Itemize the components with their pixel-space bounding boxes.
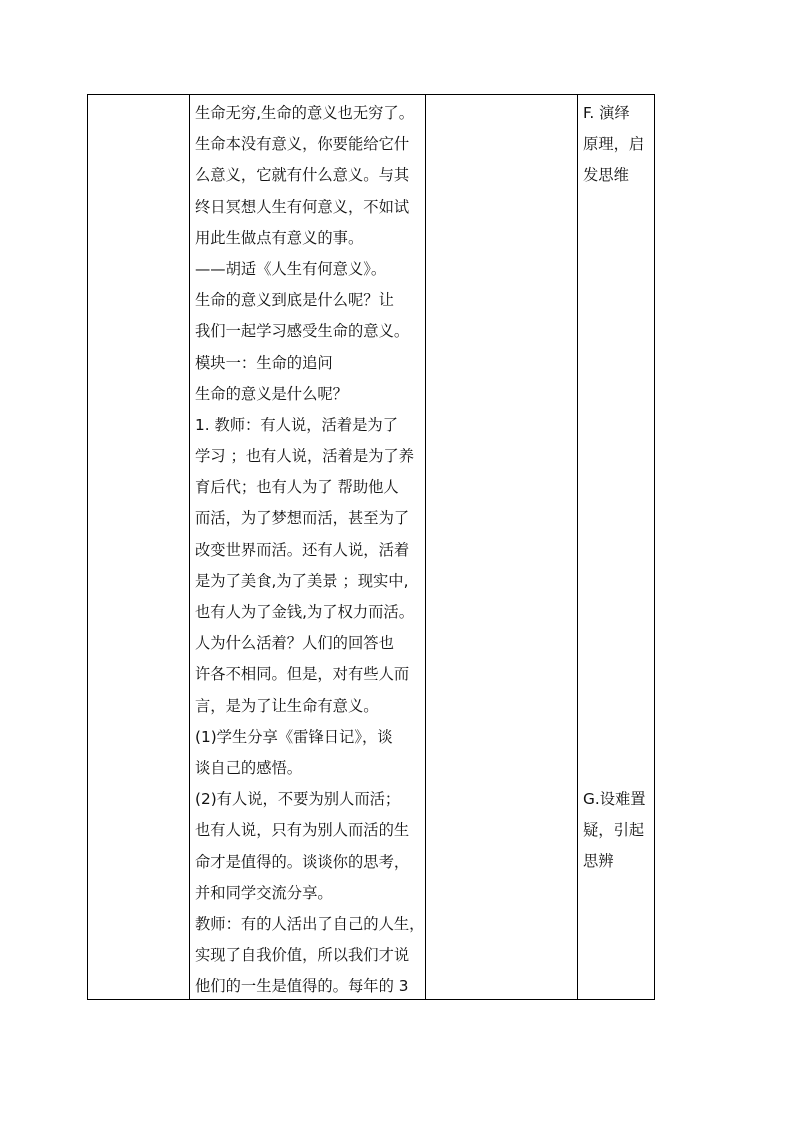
text-line: (1)学生分享《雷锋日记》，谈: [195, 727, 393, 746]
text-line: 是为了美食,为了美景 ；现实中,: [195, 571, 409, 590]
design-intent-note-g: [583, 784, 653, 878]
column-divider: [189, 95, 190, 999]
text-line: 改变世界而活。还有人说，活着: [195, 540, 410, 559]
text-line: 1. 教师：有人说，活着是为了: [195, 415, 399, 434]
text-line: 我们一起学习感受生命的意义。: [195, 322, 410, 341]
text-line: 终日冥想人生有何意义，不如试: [195, 197, 410, 216]
text-line: 他们的一生是值得的。每年的 3: [195, 977, 409, 996]
text-line: 人为什么活着？人们的回答也: [195, 634, 394, 653]
text-line: 谈自己的感悟。: [195, 758, 303, 777]
text-line: 命才是值得的。谈谈你的思考，: [195, 852, 410, 871]
text-line: 生命的意义是什么呢？: [195, 384, 348, 403]
teaching-process-cell: [195, 98, 427, 1002]
note-line: 疑，引起: [583, 821, 645, 840]
note-line: F. 演绎: [583, 104, 630, 122]
lesson-table: [87, 94, 655, 1000]
text-line: 言，是为了让生命有意义。: [195, 696, 379, 715]
text-line: 学习 ；也有人说，活着是为了养: [195, 447, 415, 466]
text-line: 么意义，它就有什么意义。与其: [195, 166, 410, 185]
text-line: 也有人说，只有为别人而活的生: [195, 821, 410, 840]
note-line: G.设难置: [583, 790, 646, 808]
text-line: (2)有人说，不要为别人而活；: [195, 790, 401, 809]
text-line: 许各不相同。但是，对有些人而: [195, 665, 410, 684]
text-line: 生命本没有意义，你要能给它什: [195, 135, 410, 154]
text-line: 育后代；也有人为了 帮助他人: [195, 478, 399, 497]
text-line: 而活，为了梦想而活，甚至为了: [195, 509, 410, 528]
text-line: 用此生做点有意义的事。: [195, 228, 364, 247]
text-line: 生命的意义到底是什么呢？让: [195, 291, 394, 310]
text-line: 模块一：生命的追问: [195, 353, 333, 372]
note-line: 原理，启: [583, 135, 645, 154]
text-line: 并和同学交流分享。: [195, 883, 333, 902]
column-divider: [577, 95, 578, 999]
text-line: 生命无穷,生命的意义也无穷了。: [195, 104, 415, 122]
text-line: 教师：有的人活出了自己的人生，: [195, 914, 425, 933]
text-line: ——胡适《人生有何意义》。: [195, 259, 387, 278]
text-line: 实现了自我价值，所以我们才说: [195, 946, 410, 965]
text-line: 也有人为了金钱,为了权力而活。: [195, 603, 415, 621]
design-intent-note-f: [583, 98, 653, 192]
note-line: 发思维: [583, 166, 629, 185]
note-line: 思辨: [583, 852, 614, 871]
